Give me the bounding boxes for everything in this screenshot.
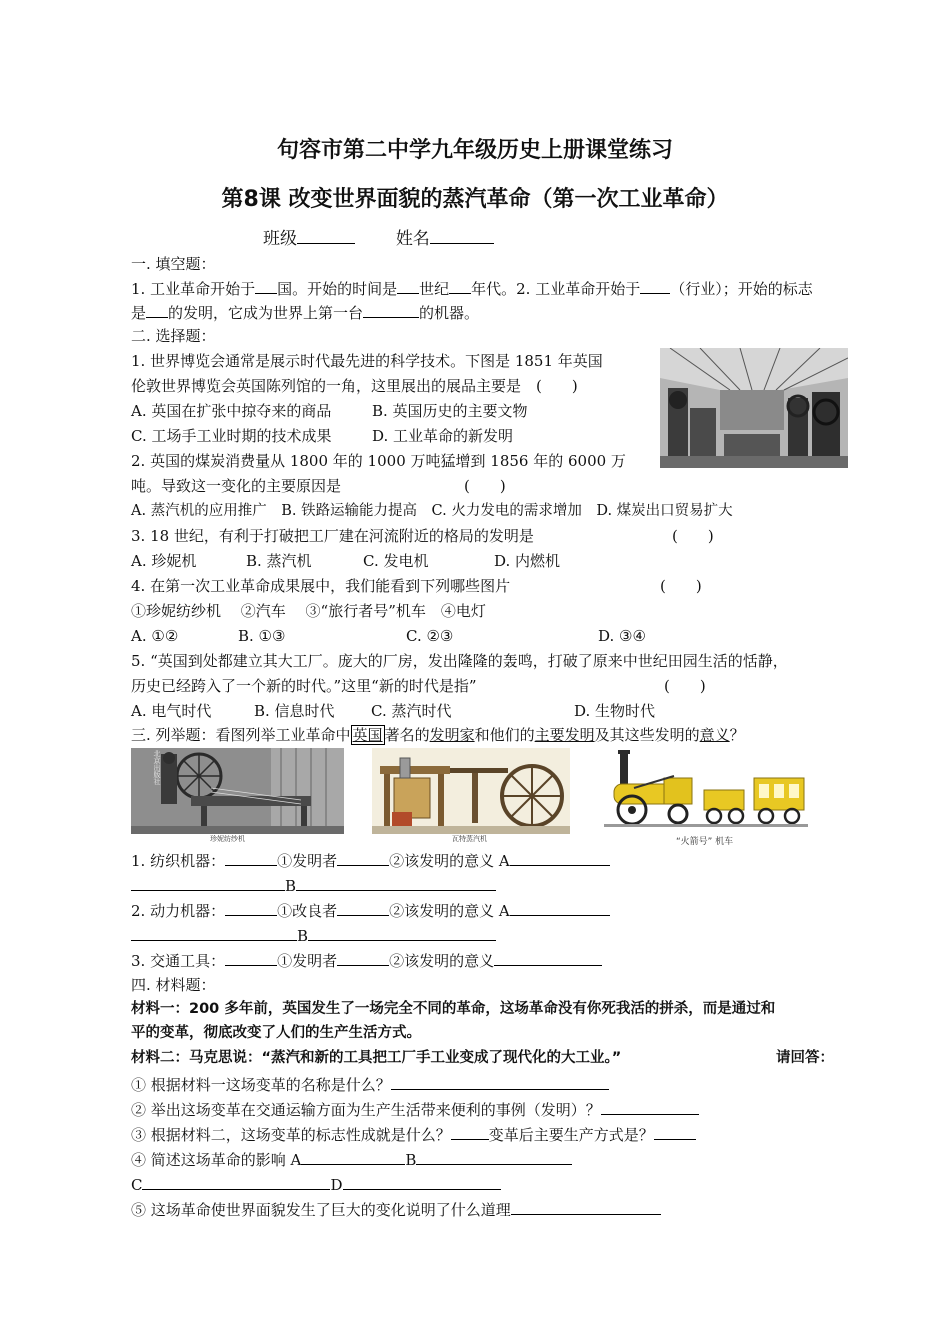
blank[interactable] xyxy=(296,875,496,891)
answer-prompt: 请回答： xyxy=(776,1050,834,1066)
q4-option-b[interactable]: B. ①③ xyxy=(238,627,286,645)
section2-heading: 二. 选择题： xyxy=(131,327,216,345)
list-row-1b: B xyxy=(131,875,496,896)
blank[interactable] xyxy=(511,1199,661,1215)
blank[interactable] xyxy=(337,900,389,916)
publisher-watermark: 北京出版社 xyxy=(153,750,161,785)
q3-answer-paren[interactable]: ( ) xyxy=(672,527,714,545)
q4-answer-paren[interactable]: ( ) xyxy=(660,577,702,595)
emphasis-invention: 主要发明 xyxy=(534,726,595,744)
blank[interactable] xyxy=(225,850,277,866)
answer-4b: C D xyxy=(131,1174,501,1195)
steam-engine-caption: 瓦特蒸汽机 xyxy=(452,835,487,843)
q5-line2: 历史已经跨入了一个新的时代。”这里“新的时代是指” xyxy=(131,677,477,695)
answer-1: ① 根据材料一这场变革的名称是什么？ xyxy=(131,1074,609,1095)
emphasis-meaning: 意义 xyxy=(699,726,730,744)
section1-heading: 一. 填空题： xyxy=(131,255,216,273)
blank[interactable] xyxy=(337,950,389,966)
section3-heading: 三. 列举题：看图列举工业革命中 英国 著名的发明家和他们的主要发明及其这些发明的意义？ xyxy=(131,726,745,744)
material2: 材料二：马克思说：“蒸汽和新的工具把工厂手工业变成了现代化的大工业。” xyxy=(131,1050,622,1066)
blank[interactable] xyxy=(131,875,285,891)
material1-line1: 材料一：200 多年前，英国发生了一场完全不同的革命，这场革命没有你死我活的拼杀，而是通过和 xyxy=(131,1001,776,1017)
q1-option-b[interactable]: B. 英国历史的主要文物 xyxy=(372,402,528,420)
steam-engine-photo xyxy=(372,748,570,834)
q1-line1: 1. 世界博览会通常是展示时代最先进的科学技术。下图是 1851 年英国 xyxy=(131,352,603,370)
blank[interactable] xyxy=(337,850,389,866)
blank[interactable] xyxy=(451,1124,489,1140)
emphasis-inventor: 发明家 xyxy=(429,726,475,744)
list-row-1: 1. 纺织机器： ①发明者 ②该发明的意义 A xyxy=(131,850,610,871)
blank[interactable] xyxy=(510,900,610,916)
blank[interactable] xyxy=(308,925,496,941)
answer-3: ③ 根据材料二，这场变革的标志性成就是什么？ 变革后主要生产方式是？ xyxy=(131,1124,696,1145)
q4-items: ①珍妮纺纱机 ②汽车 ③“旅行者号”机车 ④电灯 xyxy=(131,602,486,620)
q2-options[interactable]: A. 蒸汽机的应用推广 B. 铁路运输能力提高 C. 火力发电的需求增加 D. 煤炭出口贸易扩大 xyxy=(131,503,733,519)
blank[interactable] xyxy=(449,278,471,294)
q5-answer-paren[interactable]: ( ) xyxy=(664,677,706,695)
q2-line1: 2. 英国的煤炭消费量从 1800 年的 1000 万吨猛增到 1856 年的 6000 万 xyxy=(131,452,626,470)
material1-line2: 平的变革，彻底改变了人们的生产生活方式。 xyxy=(131,1025,421,1041)
class-label: 班级 xyxy=(263,229,297,249)
q4-stem: 4. 在第一次工业革命成果展中，我们能看到下列哪些图片 xyxy=(131,577,511,595)
q5-option-b[interactable]: B. 信息时代 xyxy=(254,702,335,720)
steam-engine-illustration xyxy=(372,748,570,834)
exhibition-hall-illustration xyxy=(660,348,848,468)
blank[interactable] xyxy=(142,1174,330,1190)
blank[interactable] xyxy=(255,278,277,294)
q1-line2: 伦敦世界博览会英国陈列馆的一角，这里展出的展品主要是 ( ) xyxy=(131,377,578,395)
q4-option-a[interactable]: A. ①② xyxy=(131,627,179,645)
q2-line2: 吨。导致这一变化的主要原因是 xyxy=(131,477,342,495)
answer-4: ④ 简述这场革命的影响 A B xyxy=(131,1149,572,1170)
q5-option-d[interactable]: D. 生物时代 xyxy=(574,702,656,720)
section4-heading: 四. 材料题： xyxy=(131,976,216,994)
blank[interactable] xyxy=(640,278,670,294)
q1-option-a[interactable]: A. 英国在扩张中掠夺来的商品 xyxy=(131,402,332,420)
blank[interactable] xyxy=(510,850,610,866)
spinning-jenny-photo xyxy=(131,748,344,834)
blank[interactable] xyxy=(343,1174,501,1190)
blank[interactable] xyxy=(225,950,277,966)
blank[interactable] xyxy=(146,302,168,318)
rocket-locomotive-illustration xyxy=(604,748,808,834)
name-blank[interactable] xyxy=(430,228,494,244)
list-row-2b: B xyxy=(131,925,496,946)
q3-stem: 3. 18 世纪，有利于打破把工厂建在河流附近的格局的发明是 xyxy=(131,527,534,545)
q5-option-a[interactable]: A. 电气时代 xyxy=(131,702,212,720)
blank[interactable] xyxy=(301,1149,405,1165)
answer-2: ② 举出这场变革在交通运输方面为生产生活带来便利的事例（发明）？ xyxy=(131,1099,699,1120)
q5-option-c[interactable]: C. 蒸汽时代 xyxy=(371,702,452,720)
q3-option-c[interactable]: C. 发电机 xyxy=(363,552,429,570)
list-row-2: 2. 动力机器： ①改良者 ②该发明的意义 A xyxy=(131,900,610,921)
class-name-row xyxy=(263,228,494,250)
blank[interactable] xyxy=(391,1074,609,1090)
name-label: 姓名 xyxy=(395,229,430,249)
blank[interactable] xyxy=(416,1149,572,1165)
blank[interactable] xyxy=(397,278,419,294)
blank[interactable] xyxy=(225,900,277,916)
q3-option-a[interactable]: A. 珍妮机 xyxy=(131,552,197,570)
emphasis-country: 英国 xyxy=(352,726,383,744)
class-blank[interactable] xyxy=(297,228,355,244)
page-title: 句容市第二中学九年级历史上册课堂练习 xyxy=(276,138,673,163)
q3-option-b[interactable]: B. 蒸汽机 xyxy=(246,552,312,570)
blank[interactable] xyxy=(654,1124,696,1140)
fill-line-1: 1. 工业革命开始于 国。开始的时间是 世纪 年代。2. 工业革命开始于 （行业）；开始的标志 xyxy=(131,280,813,298)
q3-option-d[interactable]: D. 内燃机 xyxy=(494,552,561,570)
blank[interactable] xyxy=(494,950,602,966)
q1-option-d[interactable]: D. 工业革命的新发明 xyxy=(372,427,514,445)
list-row-3: 3. 交通工具： ①发明者 ②该发明的意义 xyxy=(131,950,602,971)
rocket-locomotive-caption: “火箭号” 机车 xyxy=(676,837,734,847)
q1-option-c[interactable]: C. 工场手工业时期的技术成果 xyxy=(131,427,332,445)
spinning-jenny-caption: 珍妮纺纱机 xyxy=(210,835,245,843)
q4-option-c[interactable]: C. ②③ xyxy=(406,627,454,645)
fill-line-2: 是 的发明，它成为世界上第一台 的机器。 xyxy=(131,304,480,322)
q4-option-d[interactable]: D. ③④ xyxy=(598,627,646,645)
q2-answer-paren[interactable]: ( ) xyxy=(464,477,506,495)
lesson-title: 第8课 改变世界面貌的蒸汽革命（第一次工业革命） xyxy=(221,187,729,212)
spinning-jenny-illustration xyxy=(131,748,344,834)
answer-5: ⑤ 这场革命使世界面貌发生了巨大的变化说明了什么道理 xyxy=(131,1199,661,1220)
blank[interactable] xyxy=(601,1099,699,1115)
blank[interactable] xyxy=(131,925,297,941)
rocket-locomotive-photo xyxy=(604,748,808,834)
q5-line1: 5. “英国到处都建立其大工厂。庞大的厂房，发出隆隆的轰鸣，打破了原来中世纪田园生活的恬静， xyxy=(131,652,788,670)
exhibition-photo xyxy=(660,348,848,468)
blank[interactable] xyxy=(363,302,419,318)
